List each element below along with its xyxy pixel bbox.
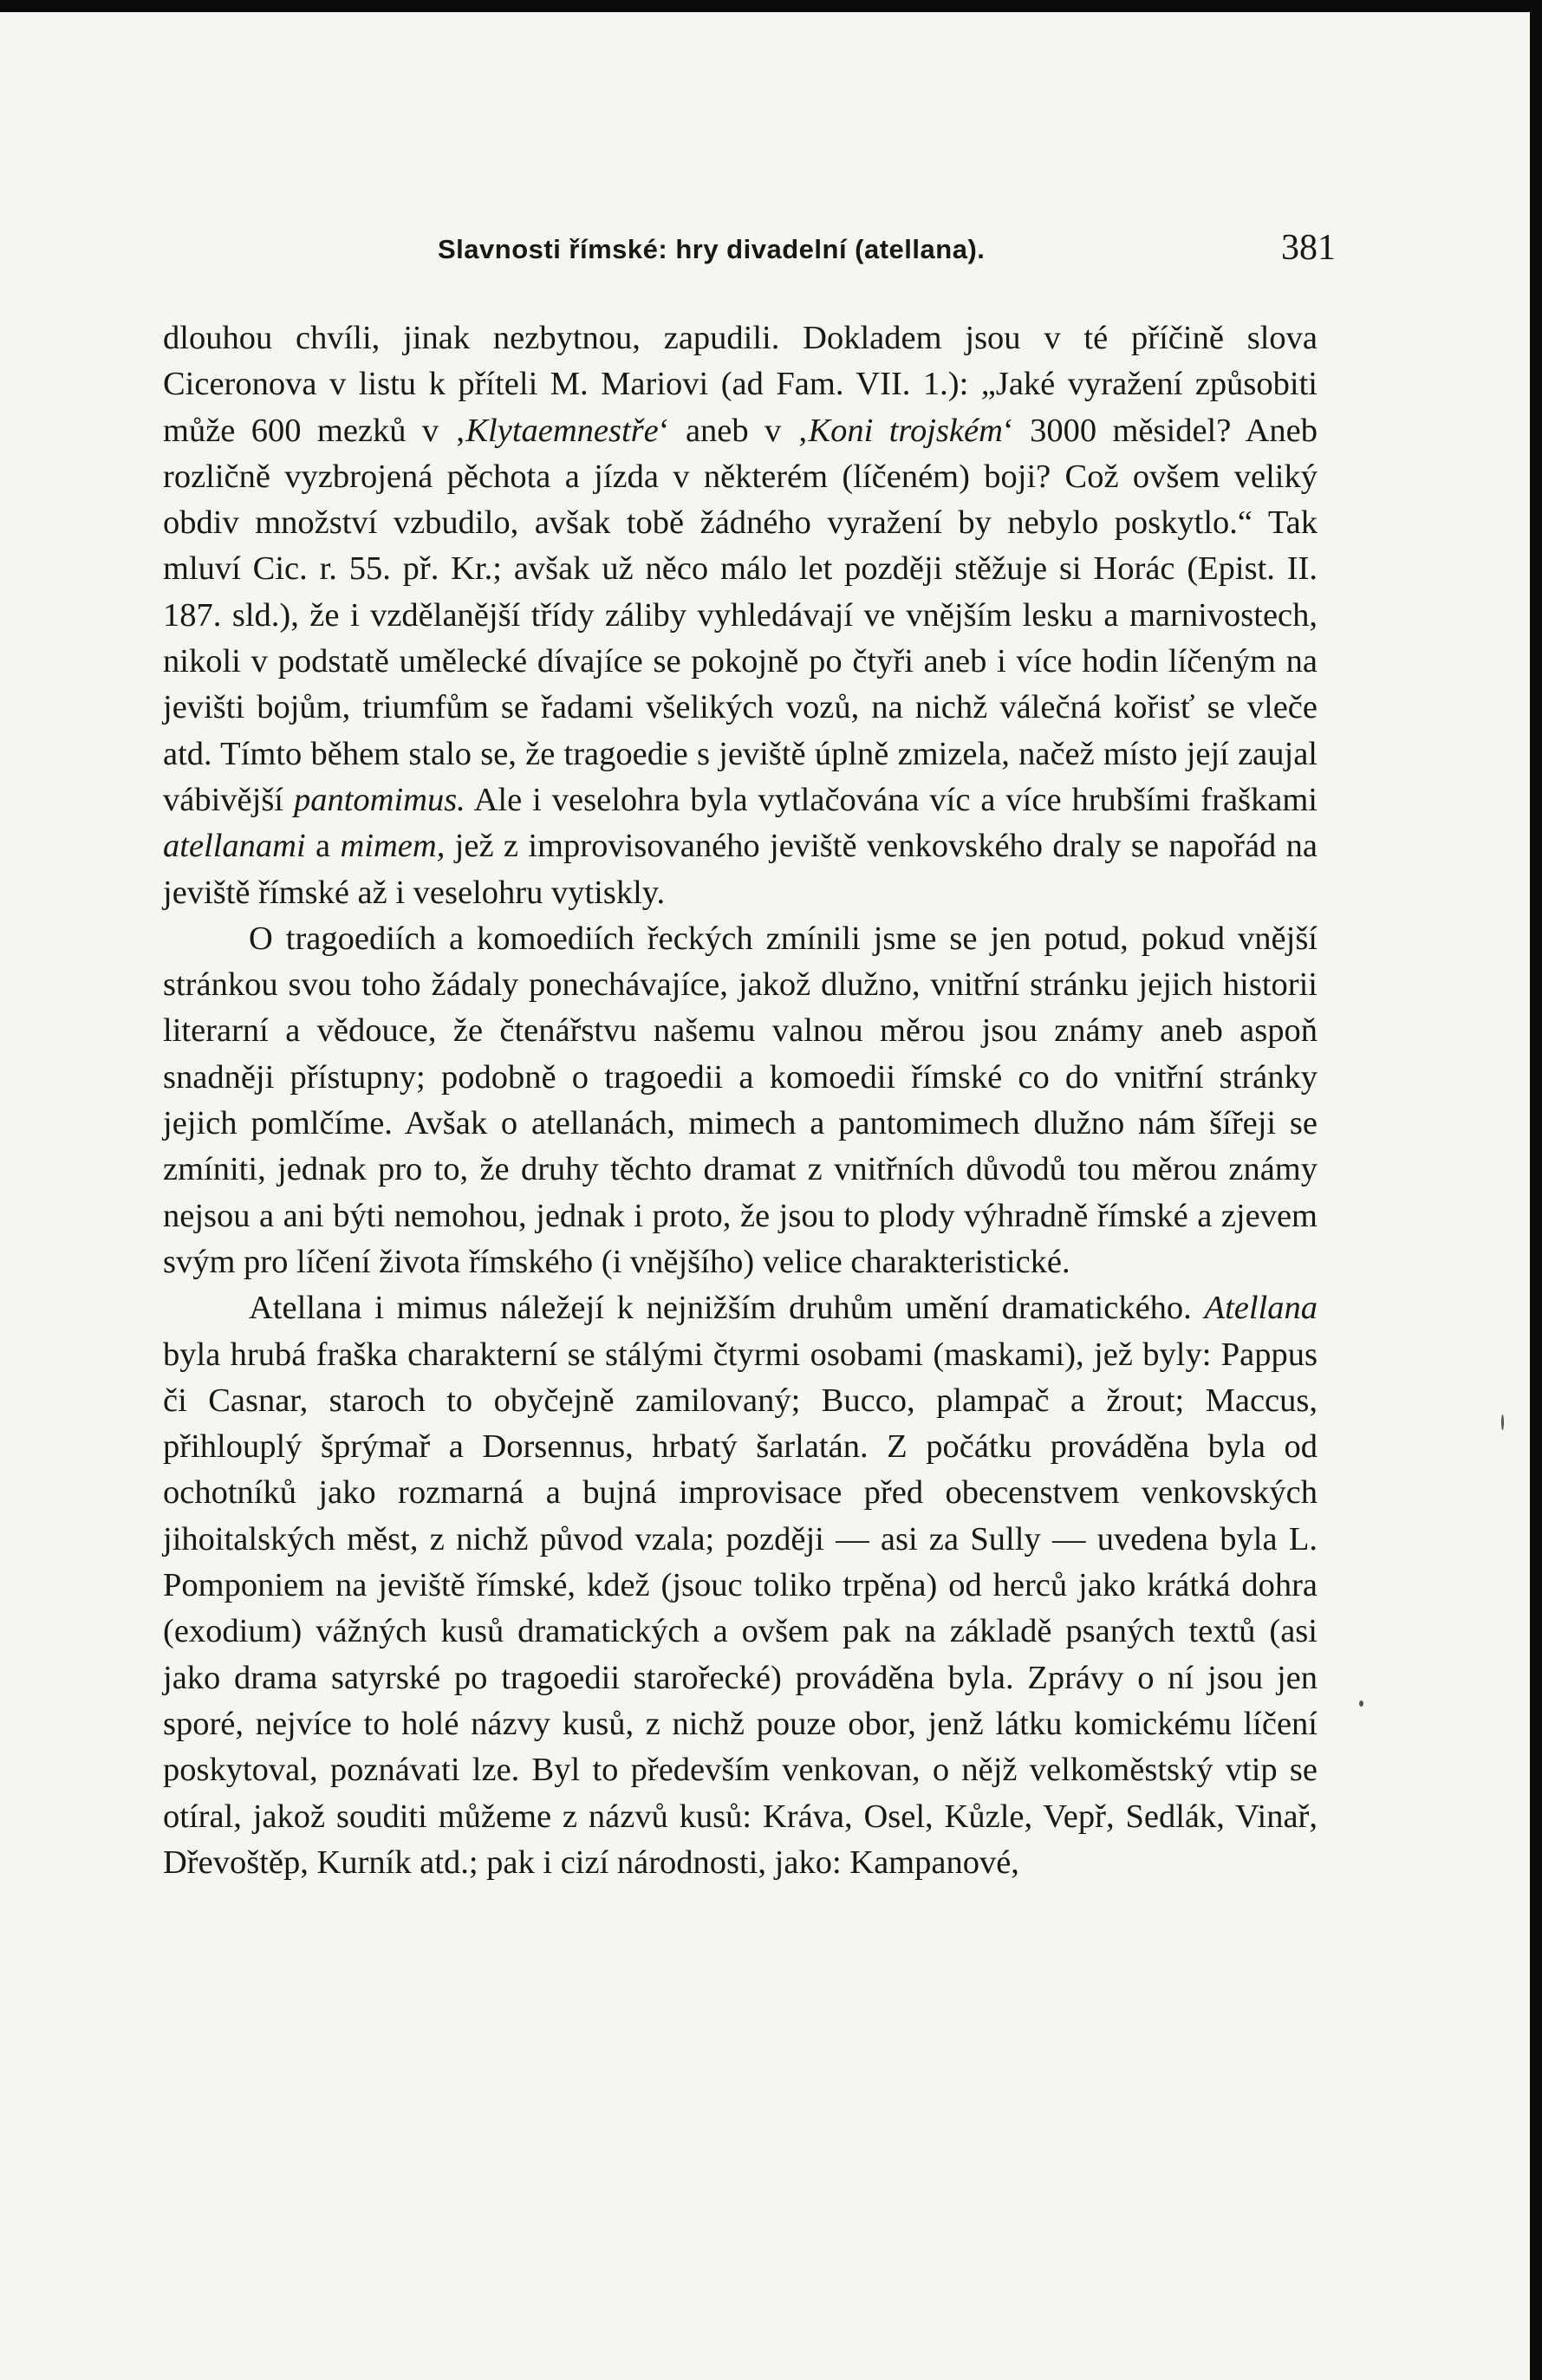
page-header: [427, 227, 1336, 270]
page-number: 381: [1281, 228, 1336, 268]
paragraph: Atellana i mimus náležejí k nejnižším druhům umění dramatického. Atellana byla hrubá fraška charakterní se stálými čtyrmi osobami (maskami), jež byly: Pappus či Casnar, staroch to obyčejně zamilovaný; Bucco, plampač a žrout; Maccus, přihlouplý šprýmař a Dorsennus, hrbatý šarlatán. Z počátku prováděna byla od ochotníků jako rozmarná a bujná improvisace před obecenstvem venkovských jihoitalských měst, z nichž původ vzala; později — asi za Sully — uvedena byla L. Pomponiem na jeviště římské, kdež (jsouc toliko trpěna) od herců jako krátká dohra (exodium) vážných kusů dramatických a ovšem pak na základě psaných textů (asi jako drama satyrské po tragoedii starořecké) prováděna byla. Zprávy o ní jsou jen sporé, nejvíce to holé názvy kusů, z nichž pouze obor, jenž látku komickému líčení poskytoval, poznávati lze. Byl to především venkovan, o nějž velkoměstský vtip se otíral, jakož souditi můžeme z názvů kusů: Kráva, Osel, Kůzle, Vepř, Sedlák, Vinař, Dřevoštěp, Kurník atd.; pak i cizí národnosti, jako: Kampanové,: [163, 1290, 1318, 1881]
paragraph: O tragoediích a komoediích řeckých zmínili jsme se jen potud, pokud vnější stránkou svou toho žádaly ponechávajíce, jakož dlužno, vnitřní stránku jejich historii literarní a vědouce, že čtenářstvu našemu valnou měrou jsou známy aneb aspoň snadněji přístupny; podobně o tragoedii a komoedii římské co do vnitřní stránky jejich pomlčíme. Avšak o atellanách, mimech a pantomimech dlužno nám šířeji se zmíniti, jednak pro to, že druhy těchto dramat z vnitřních důvodů tou měrou známy nejsou a ani býti nemohou, jednak i proto, že jsou to plody výhradně římské a zjevem svým pro líčení života římského (i vnějšího) velice charakteristické.: [163, 920, 1318, 1280]
running-head: Slavnosti římské: hry divadelní (atellana).: [438, 234, 986, 264]
body-text: [163, 315, 1318, 1886]
scan-speck: [1359, 1700, 1363, 1707]
paragraph: dlouhou chvíli, jinak nezbytnou, zapudili. Dokladem jsou v té příčině slova Ciceronova v listu k příteli M. Mariovi (ad Fam. VII. 1.): „Jaké vyražení způsobiti může 600 mezků v ‚Klytaemnestře‘ aneb v ‚Koni trojském‘ 3000 měsidel? Aneb rozličně vyzbrojená pěchota a jízda v některém (líčeném) boji? Což ovšem veliký obdiv množství vzbudilo, avšak tobě žádného vyražení by nebylo poskytlo.“ Tak mluví Cic. r. 55. př. Kr.; avšak už něco málo let později stěžuje si Horác (Epist. II. 187. sld.), že i vzdělanější třídy záliby vyhledávají ve vnějším lesku a marnivostech, nikoli v podstatě umělecké dívajíce se pokojně po čtyři aneb i více hodin líčeným na jevišti bojům, triumfům se řadami všelikých vozů, na nichž válečná kořisť se vleče atd. Tímto během stalo se, že tragoedie s jeviště úplně zmizela, načež místo její zaujal vábivější pantomimus. Ale i veselohra byla vytlačována víc a více hrubšími fraškami atellanami a mimem, jež z improvisovaného jeviště venkovského draly se napořád na jeviště římské až i veselohru vytiskly.: [163, 320, 1318, 911]
scan-speck: [1501, 1414, 1504, 1430]
